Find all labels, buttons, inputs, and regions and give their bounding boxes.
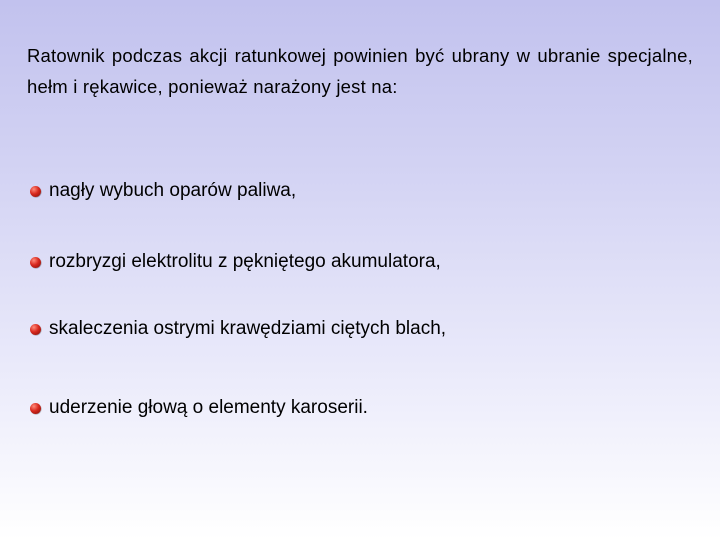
bullet-item (30, 176, 296, 206)
bullet-text: rozbryzgi elektrolitu z pękniętego akumulatora, (49, 251, 441, 272)
bullet-text: skaleczenia ostrymi krawędziami ciętych blach, (49, 318, 447, 339)
red-sphere-bullet-icon (30, 257, 41, 268)
red-sphere-bullet-icon (30, 324, 41, 335)
bullet-item (30, 393, 368, 423)
bullet-text: uderzenie głową o elementy karoserii. (49, 397, 368, 418)
red-sphere-bullet-icon (30, 186, 41, 197)
intro-text: Ratownik podczas akcji ratunkowej powinien być ubrany w ubranie specjalne, hełm i rękawice, ponieważ narażony jest na: (27, 45, 693, 97)
red-sphere-bullet-icon (30, 403, 41, 414)
bullet-text: nagły wybuch oparów paliwa, (49, 180, 297, 201)
bullet-item (30, 314, 446, 344)
bullet-item (30, 247, 441, 277)
